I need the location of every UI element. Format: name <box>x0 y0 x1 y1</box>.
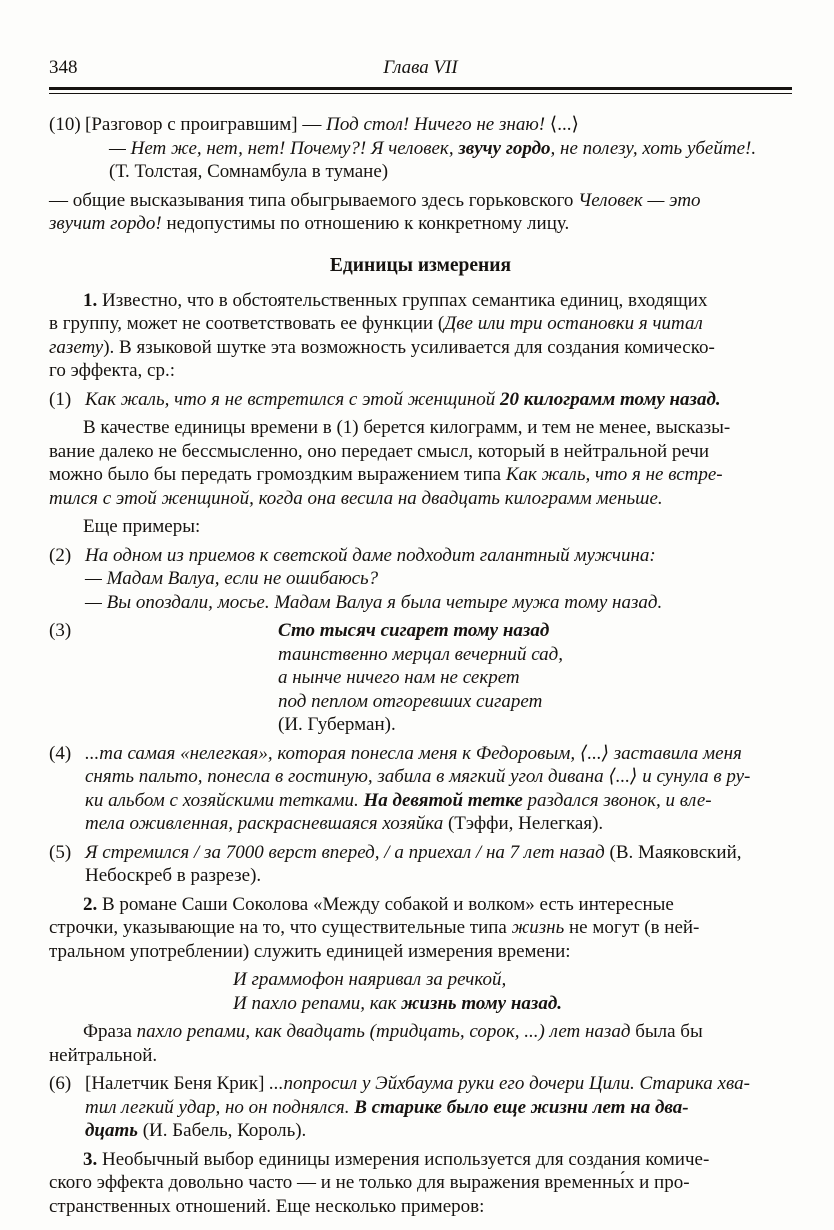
example-1-body <box>85 388 792 412</box>
text-line: Сто тысяч сигарет тому назад <box>278 620 550 641</box>
text-line: странственных отношений. Еще несколько примеров: <box>49 1195 485 1217</box>
verse-quote <box>233 968 792 1015</box>
paragraph-1b <box>49 416 792 510</box>
text-line: звучит гордо! недопустимы по отношению к конкретному лицу. <box>49 213 570 234</box>
example-2 <box>49 544 792 615</box>
text-line: [Налетчик Беня Крик] ...попросил у Эйхбаума руки его дочери Цили. Старика хва- <box>85 1073 750 1094</box>
phrase-paragraph <box>49 1020 792 1067</box>
example-5-body <box>85 841 792 888</box>
section-heading: Единицы измерения <box>329 254 512 276</box>
text-line: можно было бы передать громоздким выражением типа Как жаль, что я не встре- <box>49 464 723 485</box>
text-line: Фраза пахло репами, как двадцать (тридцать, сорок, ...) лет назад была бы <box>83 1021 703 1042</box>
text-line: — общие высказывания типа обыгрываемого здесь горьковского Человек — это <box>49 189 701 211</box>
text-line: 2. В романе Саши Соколова «Между собакой и волком» есть интересные <box>83 893 674 915</box>
paragraph-1 <box>49 289 792 383</box>
example-1 <box>49 388 792 412</box>
text-line: Небоскреб в разрезе). <box>85 865 262 886</box>
text-line: И граммофон наяривал за речкой, <box>233 969 507 990</box>
note-paragraph <box>49 189 792 236</box>
example-4-number: (4) <box>49 742 72 764</box>
example-3-number: (3) <box>49 620 72 641</box>
text-line: тела оживленная, раскрасневшаяся хозяйка (Тэффи, Нелегкая). <box>85 813 604 834</box>
example-2-number: (2) <box>49 544 72 566</box>
text-line: ...та самая «нелегкая», которая понесла меня к Федоровым, ⟨...⟩ заставила меня <box>85 742 742 764</box>
example-6-body <box>85 1072 792 1143</box>
text-line: го эффекта, ср.: <box>49 360 175 381</box>
text-line: снять пальто, понесла в гостиную, забила в мягкий угол дивана ⟨...⟩ и сунула в ру- <box>85 766 751 787</box>
text-line: дцать (И. Бабель, Король). <box>85 1120 307 1141</box>
text-line: 1. Известно, что в обстоятельственных группах семантика единиц, входящих <box>83 289 708 311</box>
text-line: строчки, указывающие на то, что существительные типа жизнь не могут (в ней- <box>49 917 700 938</box>
text-line: И пахло репами, как жизнь тому назад. <box>233 992 562 1014</box>
text-line: (И. Губерман). <box>278 714 396 735</box>
text-line: таинственно мерцал вечерний сад, <box>278 643 564 665</box>
text-line: тил легкий удар, но он поднялся. В старике было еще жизни лет на два- <box>85 1096 689 1118</box>
text-line: 3. Необычный выбор единицы измерения используется для создания комиче- <box>83 1148 710 1170</box>
text-line: газету). В языковой шутке эта возможность усиливается для создания комическо- <box>49 336 715 358</box>
text-line: ки альбом с хозяйскими тетками. На девятой тетке раздался звонок, и вле- <box>85 789 712 811</box>
example-10-body <box>85 113 792 184</box>
text-line: — Мадам Валуа, если не ошибаюсь? <box>85 568 379 589</box>
example-1-number: (1) <box>49 388 72 410</box>
text-line: В качестве единицы времени в (1) берется килограмм, и тем не менее, высказы- <box>83 417 731 438</box>
example-10 <box>49 113 792 184</box>
text-line: Еще примеры: <box>83 516 201 537</box>
text-line: вание далеко не бессмысленно, оно передает смысл, который в нейтральной речи <box>49 440 710 462</box>
text-line: — Нет же, нет, нет! Почему?! Я человек, звучу гордо, не полезу, хоть убейте!. <box>109 137 757 159</box>
text-line: (Т. Толстая, Сомнамбула в тумане) <box>109 161 389 182</box>
verse-block <box>278 619 792 737</box>
text-line: [Разговор с проигравшим] — Под стол! Ничего не знаю! ⟨...⟩ <box>85 114 579 135</box>
example-10-number: (10) <box>49 114 81 135</box>
page-number: 348 <box>49 57 78 78</box>
example-4-body <box>85 742 792 836</box>
paragraph-3 <box>49 1148 792 1219</box>
paragraph-2 <box>49 893 792 964</box>
example-5-number: (5) <box>49 841 72 863</box>
more-examples-paragraph <box>49 515 792 539</box>
page-header <box>49 56 792 80</box>
example-5 <box>49 841 792 888</box>
text-line: а нынче ничего нам не секрет <box>278 667 520 688</box>
example-4 <box>49 742 792 836</box>
text-line: под пеплом отгоревших сигарет <box>278 690 543 712</box>
text-line: Как жаль, что я не встретился с этой женщиной 20 килограмм тому назад. <box>85 388 721 410</box>
example-6-number: (6) <box>49 1073 72 1094</box>
example-6 <box>49 1072 792 1143</box>
text-line: На одном из приемов к светской даме подходит галантный мужчина: <box>85 544 656 566</box>
text-line: ского эффекта довольно часто — и не только для выражения временны́х и про- <box>49 1172 690 1193</box>
example-3 <box>49 619 792 737</box>
text-line: нейтральной. <box>49 1044 158 1066</box>
example-2-body <box>85 544 792 615</box>
text-line: тился с этой женщиной, когда она весила на двадцать килограмм меньше. <box>49 487 663 509</box>
text-line: Я стремился / за 7000 верст вперед, / а приехал / на 7 лет назад (В. Маяковский, <box>85 841 742 863</box>
text-line: в группу, может не соответствовать ее функции (Две или три остановки я читал <box>49 313 703 334</box>
header-rule <box>49 87 792 94</box>
text-line: тральном употреблении) служить единицей измерения времени: <box>49 940 571 962</box>
example-3-body <box>85 619 792 737</box>
chapter-title: Глава VII <box>383 57 458 78</box>
text-line: — Вы опоздали, мосье. Мадам Валуа я была четыре мужа тому назад. <box>85 591 663 613</box>
